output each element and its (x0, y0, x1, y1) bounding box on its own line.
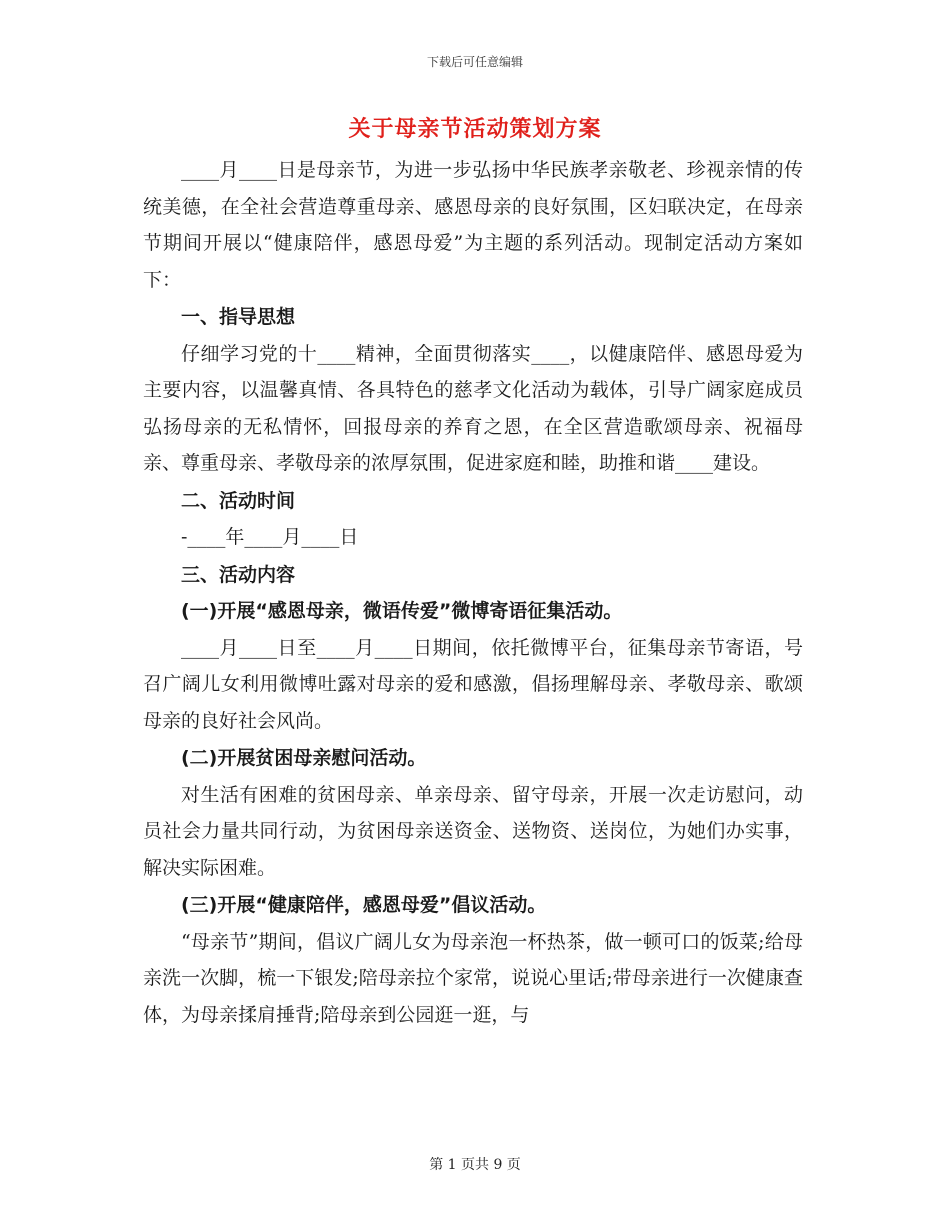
document-title: 关于母亲节活动策划方案 (348, 117, 602, 142)
section-heading-activity-content: 三、活动内容 (181, 563, 296, 586)
initiative-paragraph: “母亲节”期间，倡议广阔儿女为母亲泡一杯热茶，做一顿可口的饭菜;给母亲洗一次脚，梳一下银发;陪母亲拉个家常，说说心里话;带母亲进行一次健康查体，为母亲揉肩捶背;陪母亲到公园逛一逛，与 (143, 930, 803, 1026)
page-number-footer: 第 1 页共 9 页 (429, 1157, 521, 1173)
subsection-heading-poor-mothers: (二)开展贫困母亲慰问活动。 (181, 747, 427, 769)
weibo-paragraph: ____月____日至____月____日期间，依托微博平台，征集母亲节寄语，号召广阔儿女利用微博吐露对母亲的爱和感激，倡扬理解母亲、孝敬母亲、歌颂母亲的良好社会风尚。 (143, 636, 803, 732)
section-heading-guiding-thought: 一、指导思想 (181, 306, 296, 328)
document-body (143, 152, 803, 1033)
subsection-heading-weibo: (一)开展“感恩母亲，微语传爱”微博寄语征集活动。 (181, 600, 623, 622)
header-note: 下载后可任意编辑 (426, 55, 523, 69)
guiding-thought-paragraph: 仔细学习党的十____精神，全面贯彻落实____，以健康陪伴、感恩母爱为主要内容，以温馨真情、各具特色的慈孝文化活动为载体，引导广阔家庭成员弘扬母亲的无私情怀，回报母亲的养育之恩，在全区营造歌颂母亲、祝福母亲、尊重母亲、孝敬母亲的浓厚氛围，促进家庭和睦，助推和谐____建设。 (143, 342, 803, 474)
subsection-heading-initiative: (三)开展“健康陪伴，感恩母爱”倡议活动。 (181, 894, 547, 916)
intro-paragraph: ____月____日是母亲节，为进一步弘扬中华民族孝亲敬老、珍视亲情的传统美德，在全社会营造尊重母亲、感恩母亲的良好氛围，区妇联决定，在母亲节期间开展以“健康陪伴，感恩母爱”为主题的系列活动。现制定活动方案如下： (143, 159, 803, 291)
section-heading-activity-time: 二、活动时间 (181, 489, 296, 512)
activity-time-paragraph: -____年____月____日 (181, 526, 359, 548)
poor-mothers-paragraph: 对生活有困难的贫困母亲、单亲母亲、留守母亲，开展一次走访慰问，动员社会力量共同行动，为贫困母亲送资金、送物资、送岗位，为她们办实事，解决实际困难。 (143, 783, 803, 879)
